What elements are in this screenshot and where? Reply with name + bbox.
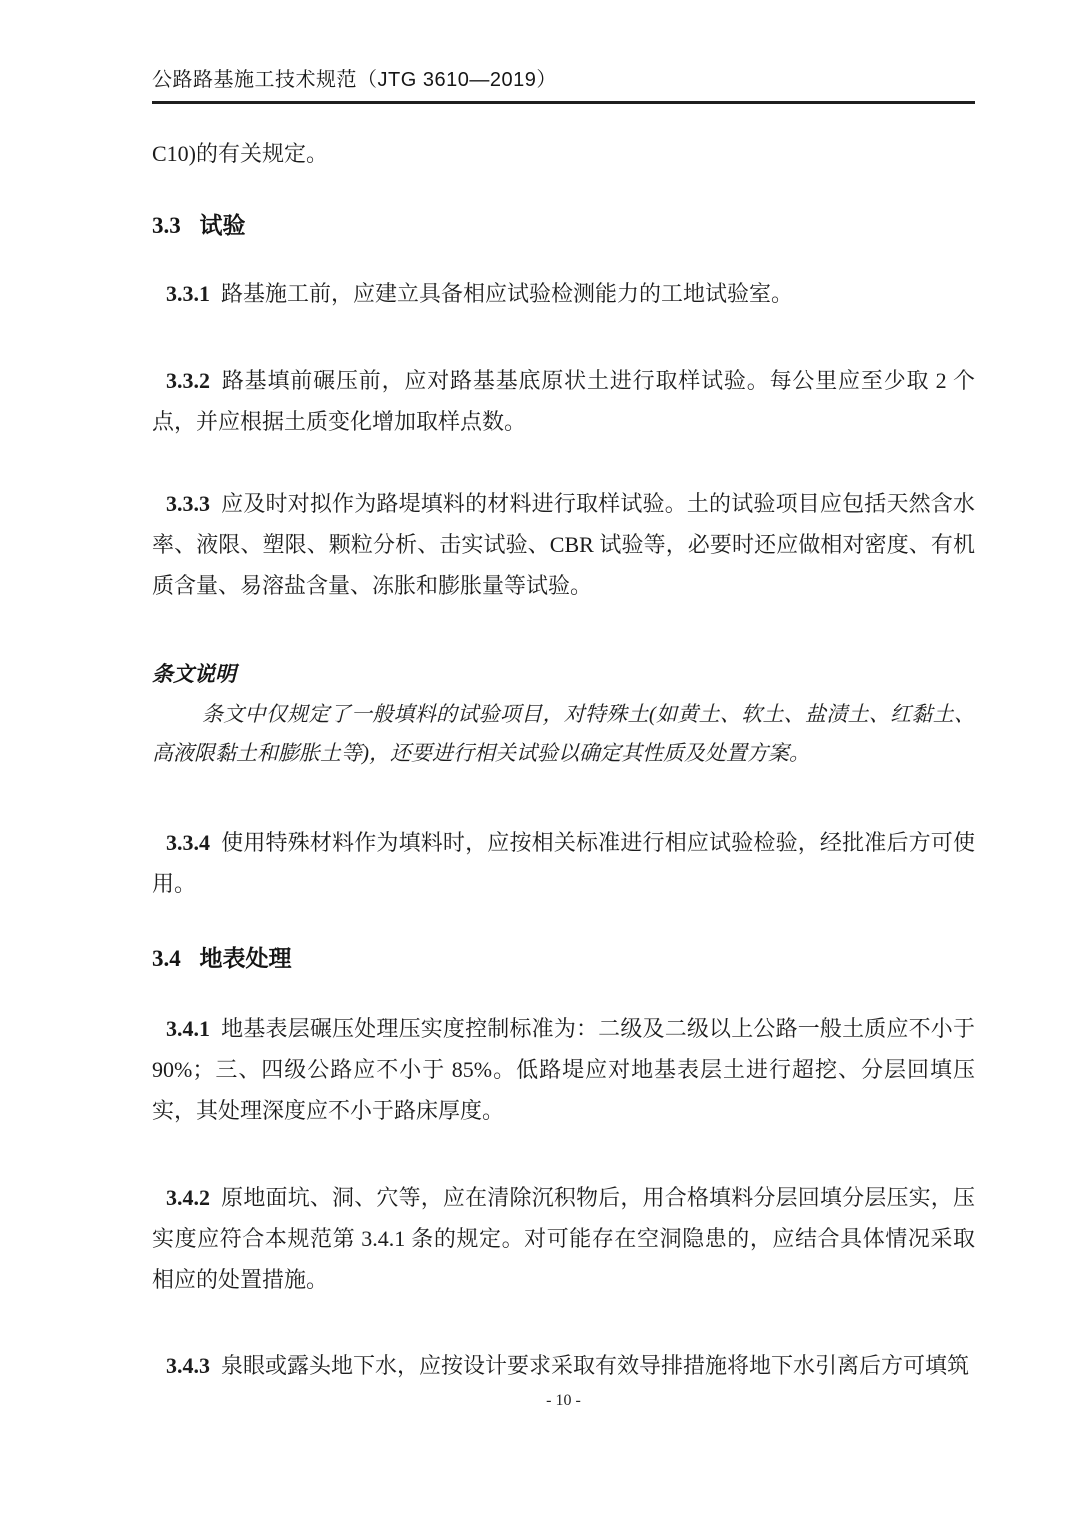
running-header-title: 公路路基施工技术规范（JTG 3610—2019） [152, 69, 557, 91]
clause-3-4-2 [152, 1177, 975, 1300]
clause-number: 3.4.2 [166, 1185, 210, 1210]
continuation-paragraph: C10)的有关规定。 [152, 141, 329, 166]
section-heading-3-4 [152, 938, 975, 979]
section-number: 3.4 [152, 946, 181, 971]
section-heading-3-3 [152, 205, 975, 246]
section-number: 3.3 [152, 213, 181, 238]
section-title: 地表处理 [199, 945, 292, 971]
clause-text: 地基表层碾压处理压实度控制标准为：二级及二级以上公路一般土质应不小于 90%；三、四级公路应不小于 85%。低路堤应对地基表层土进行超挖、分层回填压实，其处理深度应不小于路床厚度。 [152, 1016, 975, 1123]
commentary-paragraph: 条文中仅规定了一般填料的试验项目，对特殊土(如黄土、软土、盐渍土、红黏土、高液限黏土和膨胀土等)，还要进行相关试验以确定其性质及处置方案。 [152, 702, 975, 765]
clause-3-3-4 [152, 822, 975, 904]
section-title: 试验 [199, 212, 246, 238]
clause-number: 3.3.1 [166, 281, 210, 306]
clause-3-3-3 [152, 483, 975, 606]
clause-text: 原地面坑、洞、穴等，应在清除沉积物后，用合格填料分层回填分层压实，压实度应符合本规范第 3.4.1 条的规定。对可能存在空洞隐患的，应结合具体情况采取相应的处置措施。 [152, 1185, 975, 1292]
clause-text: 使用特殊材料作为填料时，应按相关标准进行相应试验检验，经批准后方可使用。 [152, 830, 975, 896]
clause-number: 3.3.4 [166, 830, 210, 855]
clause-3-3-2 [152, 360, 975, 442]
clause-number: 3.3.2 [166, 368, 210, 393]
clause-text: 路基施工前，应建立具备相应试验检测能力的工地试验室。 [221, 281, 794, 306]
clause-text: 泉眼或露头地下水，应按设计要求采取有效导排措施将地下水引离后方可填筑 [221, 1353, 970, 1378]
clause-number: 3.4.1 [166, 1016, 210, 1041]
clause-text: 应及时对拟作为路堤填料的材料进行取样试验。土的试验项目应包括天然含水率、液限、塑限、颗粒分析、击实试验、CBR 试验等，必要时还应做相对密度、有机质含量、易溶盐含量、冻胀和膨胀量等试验。 [152, 491, 975, 598]
clause-3-3-1 [152, 273, 975, 314]
clause-number: 3.4.3 [166, 1353, 210, 1378]
commentary-label: 条文说明 [152, 662, 236, 686]
page-number: - 10 - [546, 1392, 581, 1409]
clause-number: 3.3.3 [166, 491, 210, 516]
clause-3-4-1 [152, 1008, 975, 1131]
clause-text: 路基填前碾压前，应对路基基底原状土进行取样试验。每公里应至少取 2 个点，并应根据土质变化增加取样点数。 [152, 368, 975, 434]
clause-3-4-3 [152, 1345, 975, 1386]
running-header [152, 68, 975, 104]
